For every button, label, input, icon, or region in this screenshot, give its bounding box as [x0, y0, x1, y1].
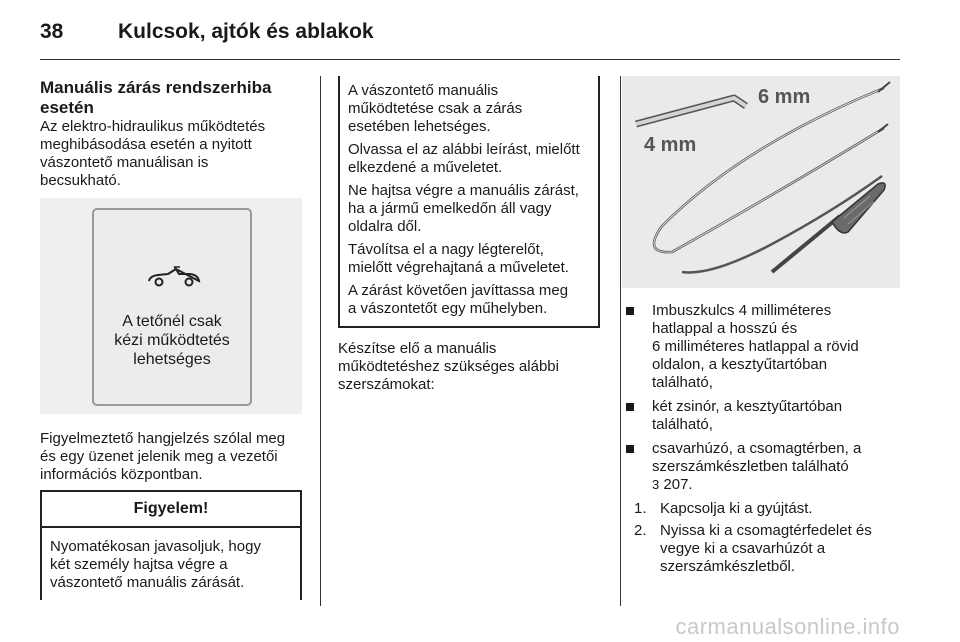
reference-arrow-icon: 3	[652, 477, 660, 492]
bullet-square-icon	[626, 403, 634, 411]
note-paragraph: Ne hajtsa végre a manuális zárást, ha a jármű emelkedőn áll vagy oldalra dől.	[348, 182, 579, 235]
list-item: csavarhúzó, a csomagtérben, a szerszámkészletben található 3 207.	[622, 440, 900, 494]
watermark: carmanualsonline.info	[675, 614, 900, 639]
page-header	[40, 18, 900, 54]
column-divider-2	[620, 76, 621, 606]
bullet-square-icon	[626, 307, 634, 315]
caution-box	[40, 490, 302, 600]
list-item: Imbuszkulcs 4 milliméteres hatlappal a hosszú és 6 milliméteres hatlappal a rövid oldalon, a kesztyűtartóban található,	[622, 302, 900, 392]
note-paragraph: A zárást követően javíttassa meg a vászontetőt egy műhelyben.	[348, 282, 569, 317]
warning-display-frame	[92, 208, 252, 406]
note-box	[338, 76, 600, 328]
step-number: 1.	[634, 500, 647, 517]
step-number: 2.	[634, 522, 647, 539]
page-reference[interactable]	[652, 476, 900, 494]
list-item: két zsinór, a kesztyűtartóban található,	[622, 398, 900, 434]
step-item: 2. Nyissa ki a csomagtérfedelet és vegye ki a csavarhúzót a szerszámkészletből.	[634, 522, 872, 575]
column-divider-1	[320, 76, 321, 606]
caution-text: Nyomatékosan javasoljuk, hogy két személy hajtsa végre a vászontető manuális zárását.	[50, 538, 261, 591]
prepare-tools-paragraph: Készítse elő a manuális működtetéshez szükséges alábbi szerszámokat:	[338, 340, 559, 393]
column-1	[40, 78, 302, 190]
column-3	[622, 302, 900, 580]
warning-description: Figyelmeztető hangjelzés szólal meg és egy üzenet jelenik meg a vezetői információs központban.	[40, 430, 286, 483]
convertible-car-icon	[146, 265, 202, 289]
header-rule	[40, 59, 900, 60]
label-4mm: 4 mm	[644, 134, 697, 156]
section-heading: Manuális zárás rendszerhiba esetén	[40, 78, 272, 117]
step-item: 1. Kapcsolja ki a gyújtást.	[634, 500, 813, 517]
tools-illustration	[622, 76, 900, 288]
note-paragraph: Távolítsa el a nagy légterelőt, mielőtt végrehajtaná a műveletet.	[348, 241, 569, 276]
warning-display-illustration	[40, 198, 302, 414]
page-number: 38	[40, 20, 64, 43]
warning-display-text: A tetőnél csak kézi működtetés lehetséges	[114, 313, 230, 368]
bullet-square-icon	[626, 445, 634, 453]
note-paragraph: A vászontető manuális működtetése csak a zárás esetében lehetséges.	[348, 82, 523, 135]
label-6mm: 6 mm	[758, 86, 811, 108]
intro-paragraph: Az elektro-hidraulikus működtetés meghibásodása esetén a nyitott vászontető manuálisan is becsukható.	[40, 118, 266, 189]
caution-title: Figyelem!	[42, 492, 300, 528]
reference-page: 207.	[663, 476, 693, 493]
chapter-title: Kulcsok, ajtók és ablakok	[118, 20, 374, 43]
note-paragraph: Olvassa el az alábbi leírást, mielőtt elkezdené a műveletet.	[348, 141, 580, 176]
